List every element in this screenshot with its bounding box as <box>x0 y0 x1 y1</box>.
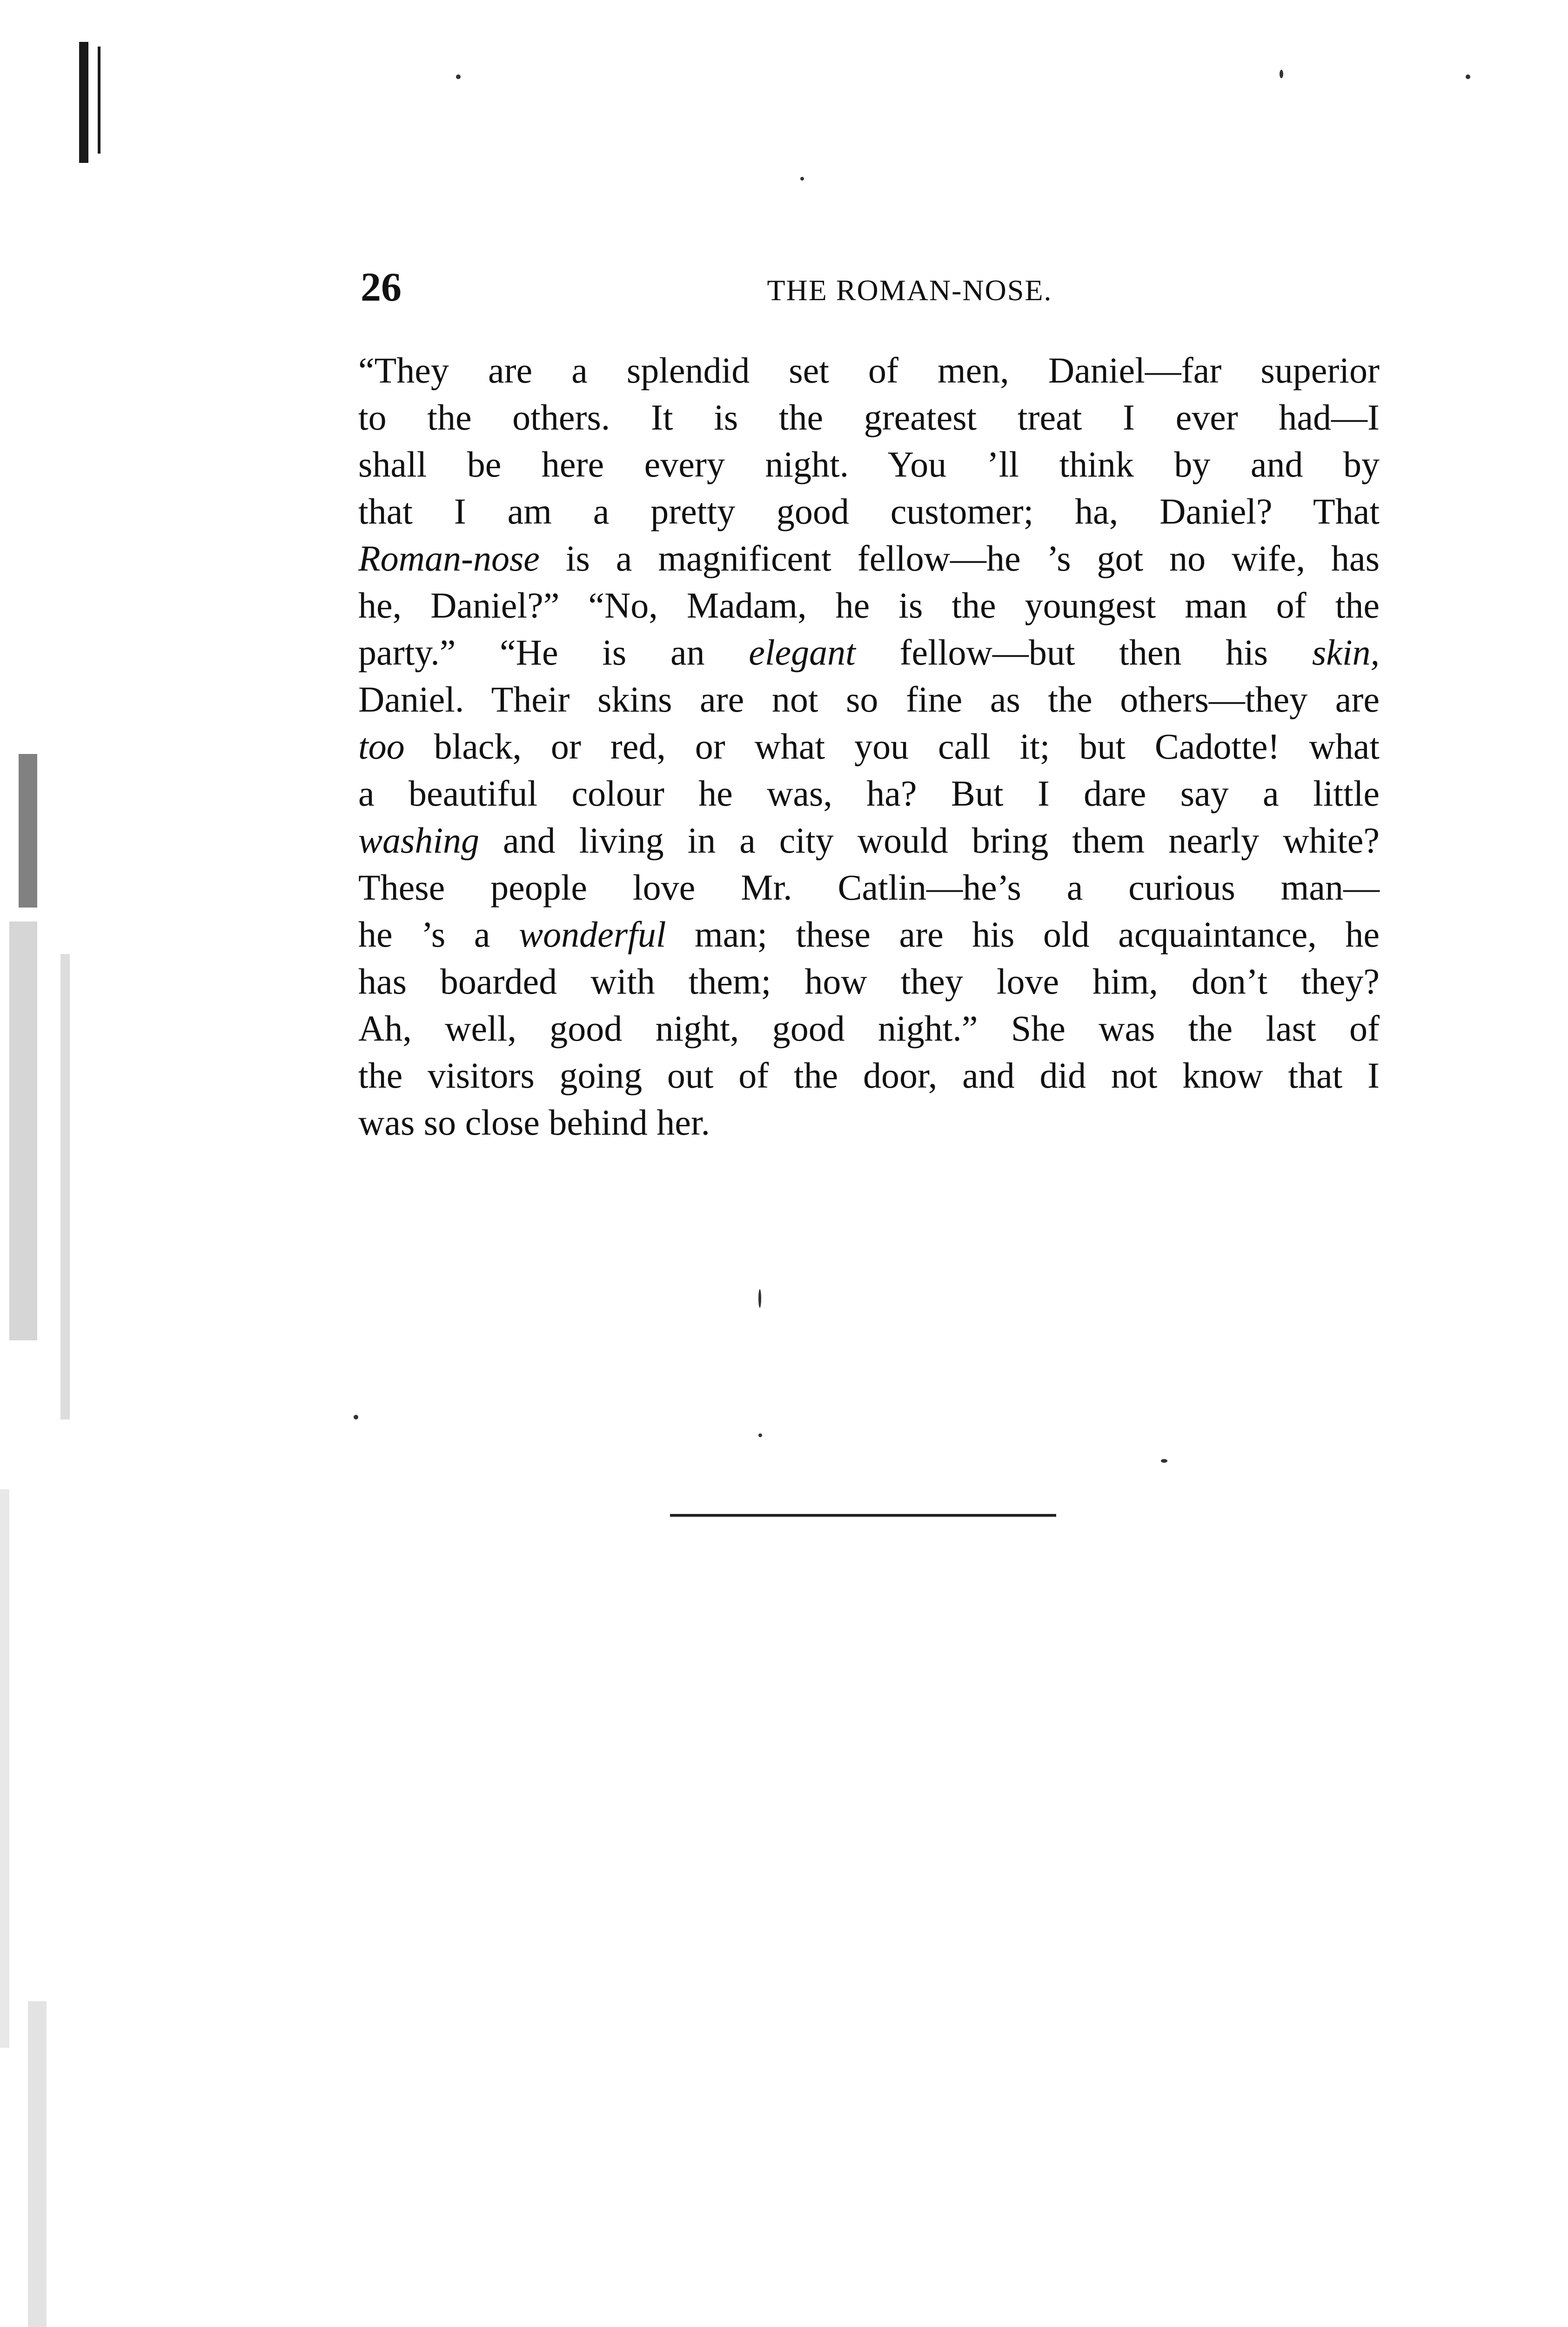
text-line: These people love Mr. Catlin—he’s a curious man— <box>358 867 1380 908</box>
italic-word: washing <box>358 820 480 861</box>
text-line: “They are a splendid set of men, Daniel—far superior <box>358 350 1380 390</box>
text-line-start: party.” “He is an <box>358 632 705 673</box>
text-line <box>358 535 1380 582</box>
page-header <box>361 264 1384 320</box>
end-rule <box>670 1514 1056 1517</box>
italic-word: wonderful <box>519 914 666 955</box>
text-line: shall be here every night. You ’ll think by and by <box>358 444 1380 484</box>
speck <box>1466 74 1470 79</box>
italic-word: Roman-nose <box>358 538 540 578</box>
text-line <box>358 911 1380 958</box>
text-line: to the others. It is the greatest treat I ever had—I <box>358 397 1380 437</box>
text-line: that I am a pretty good customer; ha, Daniel? That <box>358 491 1380 531</box>
speck <box>1280 70 1283 78</box>
speck <box>1161 1459 1167 1463</box>
text-line: he, Daniel?” “No, Madam, he is the youngest man of the <box>358 585 1380 625</box>
text-line <box>358 629 1380 676</box>
text-line: Ah, well, good night, good night.” She was the last of <box>358 1008 1380 1049</box>
scan-edge-left <box>0 0 107 2327</box>
text-line <box>358 723 1380 770</box>
speck <box>758 1433 762 1437</box>
text-line: was so close behind her. <box>358 1102 710 1143</box>
running-head: THE ROMAN-NOSE. <box>767 274 1052 307</box>
italic-word: elegant <box>749 632 856 673</box>
page-number: 26 <box>361 265 402 310</box>
speck <box>800 177 804 181</box>
speck <box>456 74 461 79</box>
text-line-mid: fellow—but then his <box>899 632 1268 673</box>
text-line-rest: and living in a city would bring them nearly white? <box>503 820 1380 861</box>
text-line: Daniel. Their skins are not so fine as the others—they are <box>358 679 1380 720</box>
speck <box>354 1415 358 1419</box>
italic-word: skin, <box>1312 632 1380 673</box>
text-line: the visitors going out of the door, and did not know that I <box>358 1055 1380 1096</box>
italic-word: too <box>358 726 405 767</box>
speck <box>758 1289 761 1308</box>
text-line-rest: black, or red, or what you call it; but Cadotte! what <box>434 726 1380 767</box>
text-line: has boarded with them; how they love him, don’t they? <box>358 961 1380 1002</box>
body-text <box>358 347 1380 1146</box>
text-line: a beautiful colour he was, ha? But I dare say a little <box>358 773 1380 814</box>
text-line-start: he ’s a <box>358 914 490 955</box>
text-line <box>358 817 1380 864</box>
text-line-rest: is a magnificent fellow—he ’s got no wife, has <box>565 538 1380 578</box>
text-line-rest: man; these are his old acquaintance, he <box>695 914 1380 955</box>
